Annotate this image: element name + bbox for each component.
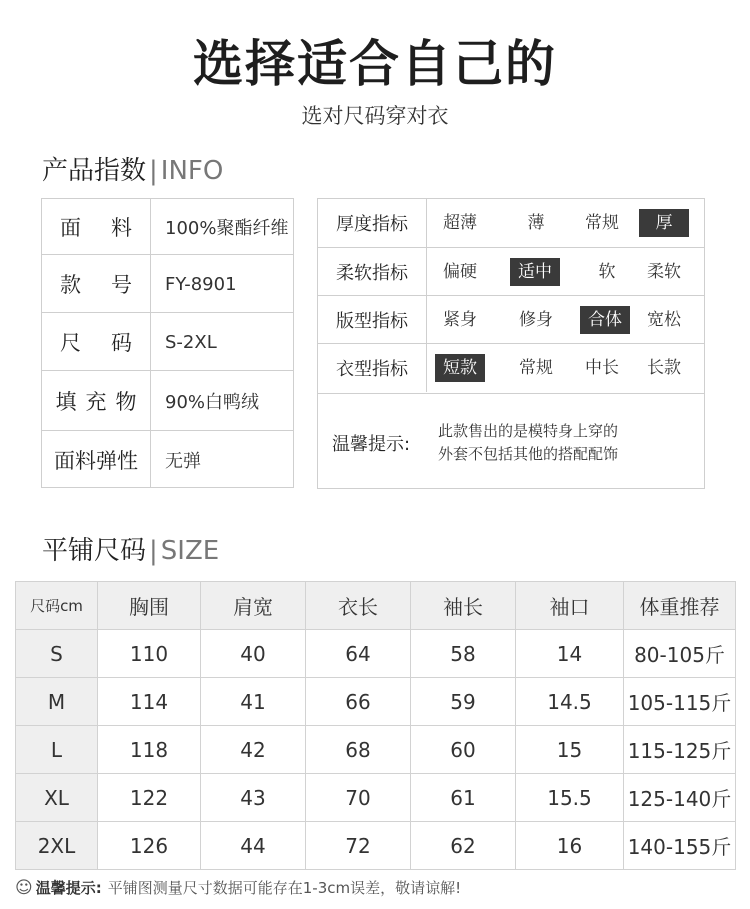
- tip-line: 外套不包括其他的搭配配饰: [438, 445, 619, 463]
- index-row-fit: [318, 295, 704, 344]
- table-cell: 16: [516, 822, 624, 870]
- table-cell: 44: [201, 822, 306, 870]
- info-row-fabric: [42, 199, 293, 254]
- index-option-selected: 短款: [435, 354, 485, 382]
- table-cell: 59: [411, 678, 516, 726]
- table-cell: 40: [201, 630, 306, 678]
- size-table-header: [16, 582, 736, 630]
- table-row: [16, 630, 736, 678]
- footer-label: 温馨提示:: [35, 879, 102, 897]
- column-header: 袖口: [516, 582, 624, 630]
- table-cell: 43: [201, 774, 306, 822]
- size-cell: M: [16, 678, 98, 726]
- section-separator: |: [149, 536, 158, 566]
- table-cell: 41: [201, 678, 306, 726]
- table-cell: 118: [98, 726, 201, 774]
- column-header: 体重推荐: [624, 582, 736, 630]
- table-cell: 14: [516, 630, 624, 678]
- footer-text: 平铺图测量尺寸数据可能存在1-3cm误差，敬请谅解!: [107, 879, 462, 897]
- section-separator: |: [149, 156, 158, 186]
- index-option: 柔软: [647, 262, 681, 282]
- table-row: [16, 774, 736, 822]
- info-label: 填充物: [42, 371, 151, 431]
- info-row-filling: [42, 370, 293, 431]
- index-option: 中长: [585, 358, 619, 378]
- index-option: 长款: [647, 358, 681, 378]
- table-cell: 70: [306, 774, 411, 822]
- table-cell: 126: [98, 822, 201, 870]
- column-header: 衣长: [306, 582, 411, 630]
- product-info-table: [41, 198, 294, 488]
- info-row-size: [42, 312, 293, 371]
- column-header: 尺码cm: [16, 582, 98, 630]
- index-option-selected: 适中: [510, 258, 560, 286]
- info-label: 面料弹性: [42, 431, 151, 488]
- table-cell: 14.5: [516, 678, 624, 726]
- index-row-length: [318, 343, 704, 392]
- index-option: 修身: [519, 310, 553, 330]
- info-value: FY-8901: [165, 273, 237, 295]
- section-title-en: INFO: [160, 156, 224, 186]
- product-info-heading: [42, 150, 223, 187]
- size-table: [15, 581, 736, 870]
- index-option: 偏硬: [443, 262, 477, 282]
- table-cell: 64: [306, 630, 411, 678]
- size-heading: [42, 530, 219, 567]
- info-value: S-2XL: [165, 331, 217, 353]
- table-cell: 58: [411, 630, 516, 678]
- column-header: 肩宽: [201, 582, 306, 630]
- info-value: 100%聚酯纤维: [165, 217, 289, 239]
- info-label: 面料: [42, 199, 151, 254]
- smile-icon: ☺: [15, 878, 33, 898]
- info-value: 无弹: [165, 450, 201, 472]
- index-label: 柔软指标: [318, 248, 427, 296]
- product-index-table: [317, 198, 705, 489]
- index-row-softness: [318, 247, 704, 296]
- page-subtitle: 选对尺码穿对衣: [301, 104, 449, 128]
- table-cell: 66: [306, 678, 411, 726]
- info-label: 尺码: [42, 313, 151, 371]
- index-option: 紧身: [443, 310, 477, 330]
- table-cell: 105-115斤: [624, 678, 736, 726]
- footer-note: [15, 877, 461, 898]
- index-label: 版型指标: [318, 296, 427, 344]
- table-cell: 62: [411, 822, 516, 870]
- table-cell: 140-155斤: [624, 822, 736, 870]
- index-option: 软: [598, 262, 616, 282]
- section-title-en: SIZE: [160, 536, 220, 566]
- info-label: 款号: [42, 255, 151, 313]
- table-cell: 15.5: [516, 774, 624, 822]
- table-row: [16, 822, 736, 870]
- info-row-elasticity: [42, 430, 293, 488]
- index-option-selected: 合体: [580, 306, 630, 334]
- tip-line: 此款售出的是模特身上穿的: [438, 422, 619, 440]
- table-cell: 80-105斤: [624, 630, 736, 678]
- table-cell: 110: [98, 630, 201, 678]
- size-cell: S: [16, 630, 98, 678]
- section-title: 平铺尺码: [42, 536, 147, 566]
- table-cell: 60: [411, 726, 516, 774]
- table-cell: 68: [306, 726, 411, 774]
- table-cell: 122: [98, 774, 201, 822]
- index-row-thickness: [318, 199, 704, 247]
- index-option: 宽松: [647, 310, 681, 330]
- index-option: 薄: [527, 213, 545, 233]
- column-header: 袖长: [411, 582, 516, 630]
- table-cell: 114: [98, 678, 201, 726]
- index-option-selected: 厚: [639, 209, 689, 237]
- table-cell: 42: [201, 726, 306, 774]
- index-label: 厚度指标: [318, 199, 427, 247]
- index-option: 常规: [519, 358, 553, 378]
- table-row: [16, 678, 736, 726]
- index-label: 衣型指标: [318, 344, 427, 392]
- table-cell: 15: [516, 726, 624, 774]
- info-value: 90%白鸭绒: [165, 392, 260, 413]
- page-title: 选择适合自己的: [193, 35, 557, 93]
- info-row-style-number: [42, 254, 293, 313]
- tip-text: [438, 420, 618, 466]
- size-cell: XL: [16, 774, 98, 822]
- size-cell: L: [16, 726, 98, 774]
- table-cell: 115-125斤: [624, 726, 736, 774]
- tip-row: [318, 393, 704, 489]
- column-header: 胸围: [98, 582, 201, 630]
- table-cell: 61: [411, 774, 516, 822]
- table-cell: 125-140斤: [624, 774, 736, 822]
- tip-label: 温馨提示:: [332, 434, 411, 455]
- index-option: 常规: [585, 213, 619, 233]
- table-cell: 72: [306, 822, 411, 870]
- table-row: [16, 726, 736, 774]
- size-cell: 2XL: [16, 822, 98, 870]
- index-option: 超薄: [443, 213, 477, 233]
- section-title: 产品指数: [42, 156, 147, 186]
